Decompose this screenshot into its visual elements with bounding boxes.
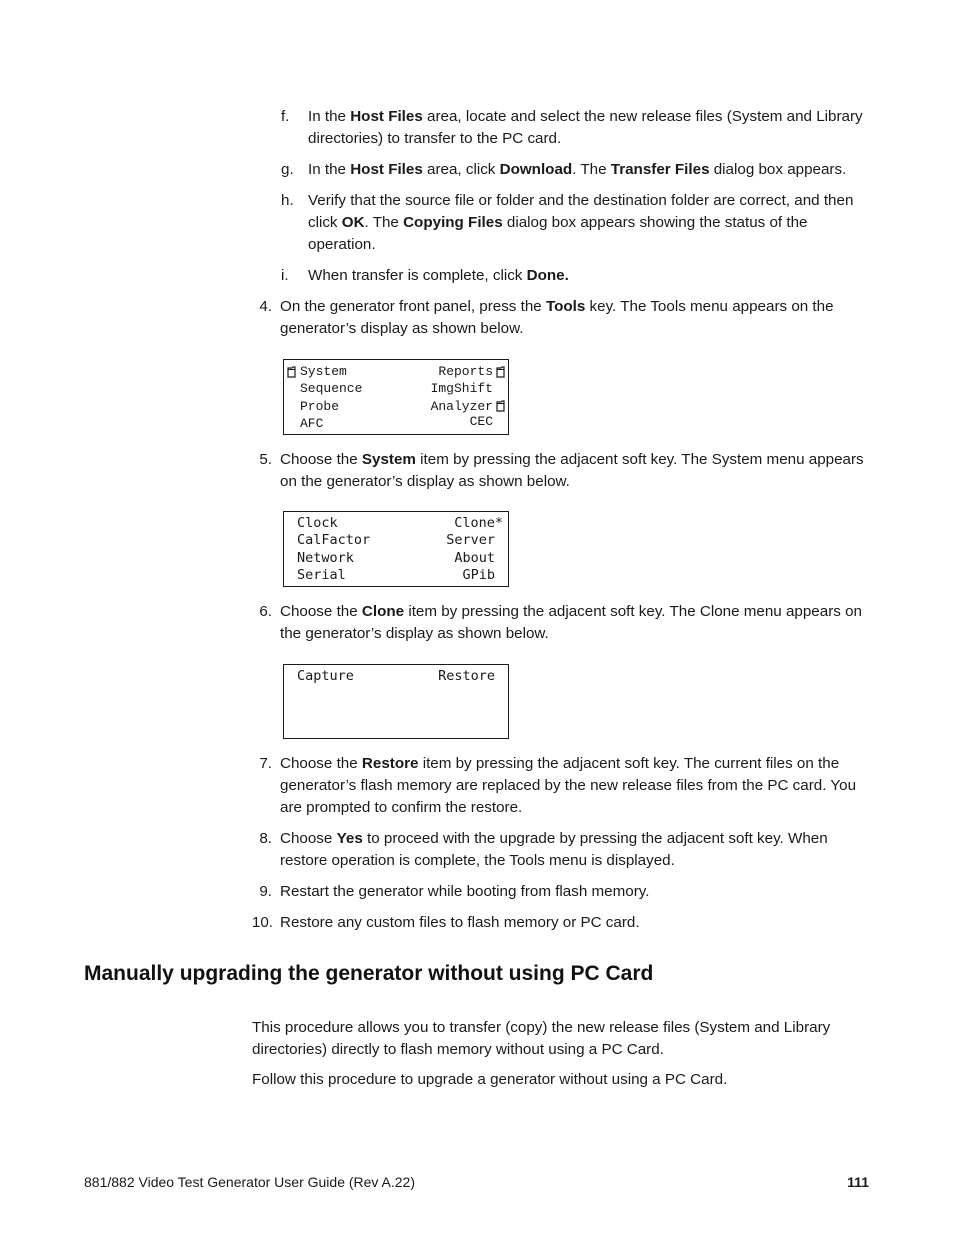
lcd-item-system: System [300,364,347,379]
lcd-system-menu [283,511,509,587]
lcd-item-capture: Capture [297,668,354,684]
lcd-item-afc: AFC [300,416,324,431]
step-text: Choose the System item by pressing the adjacent soft key. The System menu appears on the generator’s display as shown below. [280,451,864,490]
step-number: 9. [259,883,272,900]
step-number: 6. [259,603,272,620]
substep-label: f. [281,108,290,125]
folder-icon [496,400,505,412]
step-text: Restore any custom files to flash memory or PC card. [280,914,640,931]
lcd-item-imgshift: ImgShift [430,381,493,396]
lcd-item-serial: Serial [297,567,346,583]
section-heading: Manually upgrading the generator without using PC Card [84,962,654,985]
step-number: 5. [259,451,272,468]
substep-text: Verify that the source file or folder and the destination folder are correct, and then click OK. The Copying Files dialog box appears showing the status of the operation. [308,192,854,253]
lcd-item-clock: Clock [297,515,338,531]
step-number: 10. [251,914,273,931]
page-number: 111 [847,1174,869,1190]
lcd-item-about: About [454,550,495,566]
lcd-item-calfactor: CalFactor [297,532,371,548]
substep-text: When transfer is complete, click Done. [308,267,569,284]
follow-paragraph: Follow this procedure to upgrade a generator without using a PC Card. [252,1071,728,1088]
lcd-item-analyzer: Analyzer [430,399,493,414]
lcd-tools-menu [283,359,509,435]
step-text: Choose the Clone item by pressing the adjacent soft key. The Clone menu appears on the generator’s display as shown below. [280,603,862,642]
step-number: 7. [259,755,272,772]
step-text: On the generator front panel, press the Tools key. The Tools menu appears on the generator’s display as shown below. [280,298,834,337]
lcd-item-server: Server [446,532,495,548]
lcd-clone-menu [283,664,509,739]
substep-label: i. [281,267,289,284]
footer-title: 881/882 Video Test Generator User Guide (Rev A.22) [84,1174,416,1190]
lcd-item-cec: CEC [469,414,493,429]
substep-text: In the Host Files area, click Download. The Transfer Files dialog box appears. [308,161,847,178]
step-text: Choose the Restore item by pressing the adjacent soft key. The current files on the generator’s flash memory are replaced by the new release files from the PC card. You are prompted to confirm the restore. [280,755,857,816]
lcd-item-clone: Clone* [454,515,503,531]
lcd-item-restore: Restore [438,668,495,684]
lcd-item-probe: Probe [300,399,340,414]
substep-text: In the Host Files area, locate and select the new release files (System and Library directories) to transfer to the PC card. [308,108,863,147]
folder-icon [496,366,505,378]
folder-icon [287,366,296,378]
step-text: Choose Yes to proceed with the upgrade by pressing the adjacent soft key. When restore operation is complete, the Tools menu is displayed. [280,830,828,869]
step-number: 4. [259,298,272,315]
lcd-item-network: Network [297,550,354,566]
lcd-item-reports: Reports [438,364,493,379]
substep-label: h. [281,192,294,209]
substep-label: g. [281,161,294,178]
lcd-item-sequence: Sequence [300,381,363,396]
step-number: 8. [259,830,272,847]
intro-paragraph: This procedure allows you to transfer (copy) the new release files (System and Library directories) directly to flash memory without using a PC Card. [252,1019,831,1058]
step-text: Restart the generator while booting from flash memory. [280,883,650,900]
lcd-item-gpib: GPib [462,567,495,583]
